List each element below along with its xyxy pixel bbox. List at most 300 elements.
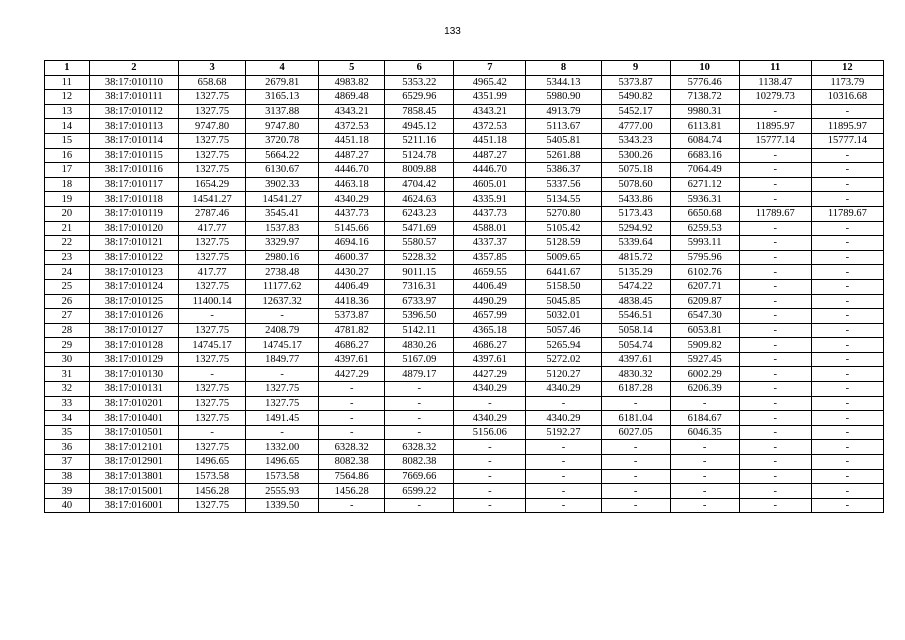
table-row (45, 498, 884, 513)
table-cell: - (811, 163, 883, 178)
table-cell: 1173.79 (811, 75, 883, 90)
table-cell: 14541.27 (179, 192, 246, 207)
column-header: 12 (811, 61, 883, 76)
table-cell: 10316.68 (811, 90, 883, 105)
table-cell: - (739, 396, 811, 411)
table-cell: 14745.17 (246, 338, 319, 353)
table-cell: 38:17:010119 (89, 206, 178, 221)
table-cell: 4335.91 (454, 192, 526, 207)
table-cell: - (739, 411, 811, 426)
table-cell: - (526, 469, 601, 484)
table-cell: - (739, 382, 811, 397)
table-cell: - (811, 148, 883, 163)
table-cell: - (739, 279, 811, 294)
table-cell: - (811, 279, 883, 294)
table-cell: - (385, 382, 454, 397)
table-cell: 4838.45 (601, 294, 670, 309)
table-cell: 6187.28 (601, 382, 670, 397)
column-header: 4 (246, 61, 319, 76)
table-cell: 11177.62 (246, 279, 319, 294)
table-cell: 5058.14 (601, 323, 670, 338)
table-cell: 5776.46 (670, 75, 739, 90)
table-cell: 14541.27 (246, 192, 319, 207)
table-cell: 6027.05 (601, 425, 670, 440)
table-cell: 35 (45, 425, 90, 440)
table-cell: 1327.75 (179, 148, 246, 163)
table-cell: - (670, 455, 739, 470)
table-cell: 4397.61 (601, 352, 670, 367)
column-header: 6 (385, 61, 454, 76)
table-cell: 5105.42 (526, 221, 601, 236)
table-cell: 5490.82 (601, 90, 670, 105)
table-cell: - (811, 104, 883, 119)
table-cell: 5192.27 (526, 425, 601, 440)
table-cell: 38:17:010118 (89, 192, 178, 207)
table-cell: - (601, 396, 670, 411)
table-cell: 5124.78 (385, 148, 454, 163)
table-row (45, 440, 884, 455)
table-cell: 1327.75 (246, 396, 319, 411)
table-cell: 3329.97 (246, 236, 319, 251)
table-cell: 25 (45, 279, 90, 294)
table-cell: - (385, 498, 454, 513)
table-cell: 11400.14 (179, 294, 246, 309)
table-cell: 5373.87 (319, 309, 385, 324)
table-cell: - (179, 367, 246, 382)
table-cell: 4694.16 (319, 236, 385, 251)
table-cell: 4372.53 (454, 119, 526, 134)
table-cell: 4430.27 (319, 265, 385, 280)
table-cell: 38 (45, 469, 90, 484)
table-cell: 38:17:010129 (89, 352, 178, 367)
table-cell: 9747.80 (179, 119, 246, 134)
table-cell: 11 (45, 75, 90, 90)
table-cell: 28 (45, 323, 90, 338)
table-cell: 4913.79 (526, 104, 601, 119)
table-cell: - (526, 396, 601, 411)
table-row (45, 455, 884, 470)
table-row (45, 484, 884, 499)
table-cell: 38:17:012901 (89, 455, 178, 470)
table-cell: - (811, 484, 883, 499)
table-cell: 1537.83 (246, 221, 319, 236)
table-cell: - (811, 440, 883, 455)
table-cell: 4451.18 (319, 133, 385, 148)
table-cell: 4340.29 (319, 192, 385, 207)
table-cell: 1573.58 (179, 469, 246, 484)
table-cell: 4777.00 (601, 119, 670, 134)
table-cell: 5980.90 (526, 90, 601, 105)
table-cell: 5075.18 (601, 163, 670, 178)
table-cell: 4487.27 (319, 148, 385, 163)
table-cell: 5009.65 (526, 250, 601, 265)
table-cell: 4351.99 (454, 90, 526, 105)
table-cell: 9980.31 (670, 104, 739, 119)
table-cell: 5142.11 (385, 323, 454, 338)
table-row (45, 338, 884, 353)
table-cell: 5054.74 (601, 338, 670, 353)
table-cell: - (811, 352, 883, 367)
table-cell: 11789.67 (811, 206, 883, 221)
table-cell: 5546.51 (601, 309, 670, 324)
table-cell: - (811, 382, 883, 397)
table-cell: 5211.16 (385, 133, 454, 148)
table-cell: 15777.14 (739, 133, 811, 148)
table-cell: 4657.99 (454, 309, 526, 324)
table-cell: 40 (45, 498, 90, 513)
table-cell: - (179, 425, 246, 440)
table-row (45, 265, 884, 280)
table-cell: 31 (45, 367, 90, 382)
table-cell: 38:17:010112 (89, 104, 178, 119)
table-cell: 4624.63 (385, 192, 454, 207)
table-cell: 5078.60 (601, 177, 670, 192)
table-cell: 1654.29 (179, 177, 246, 192)
table-cell: 11895.97 (739, 119, 811, 134)
table-cell: 6053.81 (670, 323, 739, 338)
table-cell: 38:17:010131 (89, 382, 178, 397)
table-cell: 16 (45, 148, 90, 163)
table-cell: 1456.28 (179, 484, 246, 499)
table-cell: 4343.21 (454, 104, 526, 119)
table-cell: 4427.29 (454, 367, 526, 382)
table-cell: 38:17:010127 (89, 323, 178, 338)
table-cell: 8082.38 (319, 455, 385, 470)
table-cell: - (670, 469, 739, 484)
table-cell: 5396.50 (385, 309, 454, 324)
table-cell: 1491.45 (246, 411, 319, 426)
table-cell: 1327.75 (179, 498, 246, 513)
table-cell: 5300.26 (601, 148, 670, 163)
table-cell: 5270.80 (526, 206, 601, 221)
table-row (45, 352, 884, 367)
table-cell: 24 (45, 265, 90, 280)
table-cell: 15777.14 (811, 133, 883, 148)
table-cell: 14745.17 (179, 338, 246, 353)
table-cell: 1327.75 (179, 250, 246, 265)
table-cell: 6130.67 (246, 163, 319, 178)
table-cell: 5795.96 (670, 250, 739, 265)
table-cell: 3720.78 (246, 133, 319, 148)
table-cell: 5173.43 (601, 206, 670, 221)
column-header: 3 (179, 61, 246, 76)
table-row (45, 367, 884, 382)
table-cell: 7858.45 (385, 104, 454, 119)
table-cell: 5057.46 (526, 323, 601, 338)
table-cell: 658.68 (179, 75, 246, 90)
table-cell: 4815.72 (601, 250, 670, 265)
table-cell: 38:17:010125 (89, 294, 178, 309)
table-cell: 4830.32 (601, 367, 670, 382)
table-cell: - (319, 382, 385, 397)
table-cell: - (739, 192, 811, 207)
table-cell: 7669.66 (385, 469, 454, 484)
table-cell: 1327.75 (179, 133, 246, 148)
table-cell: 22 (45, 236, 90, 251)
table-cell: 6102.76 (670, 265, 739, 280)
table-cell: 5145.66 (319, 221, 385, 236)
table-cell: 1327.75 (179, 411, 246, 426)
table-cell: - (739, 294, 811, 309)
table-cell: - (601, 469, 670, 484)
table-cell: - (739, 367, 811, 382)
table-cell: 3545.41 (246, 206, 319, 221)
table-cell: - (454, 396, 526, 411)
table-cell: 38:17:016001 (89, 498, 178, 513)
table-cell: 3165.13 (246, 90, 319, 105)
table-row (45, 177, 884, 192)
table-cell: - (246, 309, 319, 324)
table-cell: 1327.75 (179, 90, 246, 105)
table-cell: 1327.75 (179, 352, 246, 367)
table-cell: 5113.67 (526, 119, 601, 134)
table-cell: 38:17:010113 (89, 119, 178, 134)
table-cell: 4463.18 (319, 177, 385, 192)
column-header: 5 (319, 61, 385, 76)
table-cell: 8082.38 (385, 455, 454, 470)
table-cell: 5344.13 (526, 75, 601, 90)
table-cell: - (811, 250, 883, 265)
table-cell: 6650.68 (670, 206, 739, 221)
table-cell: - (246, 425, 319, 440)
table-cell: 5339.64 (601, 236, 670, 251)
table-cell: 1327.75 (179, 163, 246, 178)
table-cell: 5265.94 (526, 338, 601, 353)
table-row (45, 411, 884, 426)
table-cell: 5158.50 (526, 279, 601, 294)
table-cell: 14 (45, 119, 90, 134)
table-row (45, 309, 884, 324)
table-cell: - (739, 104, 811, 119)
table-cell: 4437.73 (319, 206, 385, 221)
table-cell: 4406.49 (454, 279, 526, 294)
table-cell: 26 (45, 294, 90, 309)
table-cell: - (670, 484, 739, 499)
table-cell: 38:17:010117 (89, 177, 178, 192)
table-cell: 2408.79 (246, 323, 319, 338)
table-cell: - (526, 484, 601, 499)
column-header: 8 (526, 61, 601, 76)
table-cell: 5909.82 (670, 338, 739, 353)
table-cell: 4337.37 (454, 236, 526, 251)
table-cell: 4446.70 (454, 163, 526, 178)
table-cell: 1327.75 (246, 382, 319, 397)
table-row (45, 236, 884, 251)
table-cell: 6271.12 (670, 177, 739, 192)
table-cell: 5156.06 (454, 425, 526, 440)
table-cell: 4686.27 (319, 338, 385, 353)
table-cell: - (739, 352, 811, 367)
table-cell: 6184.67 (670, 411, 739, 426)
table-cell: - (811, 221, 883, 236)
table-cell: 38:17:010116 (89, 163, 178, 178)
table-cell: 6328.32 (319, 440, 385, 455)
table-cell: 5664.22 (246, 148, 319, 163)
column-header: 11 (739, 61, 811, 76)
table-cell: 4437.73 (454, 206, 526, 221)
table-cell: - (739, 425, 811, 440)
table-cell: - (670, 440, 739, 455)
table-cell: 4686.27 (454, 338, 526, 353)
table-cell: 38:17:010126 (89, 309, 178, 324)
table-cell: - (739, 221, 811, 236)
table-cell: - (385, 411, 454, 426)
table-cell: - (811, 425, 883, 440)
table-cell: 38:17:010122 (89, 250, 178, 265)
table-cell: 36 (45, 440, 90, 455)
table-cell: 6002.29 (670, 367, 739, 382)
table-cell: 417.77 (179, 265, 246, 280)
table-cell: 5452.17 (601, 104, 670, 119)
column-header: 2 (89, 61, 178, 76)
table-row (45, 148, 884, 163)
table-cell: 38:17:010110 (89, 75, 178, 90)
table-cell: 4357.85 (454, 250, 526, 265)
table-cell: 38:17:015001 (89, 484, 178, 499)
table-cell: 38:17:010114 (89, 133, 178, 148)
table-cell: 5405.81 (526, 133, 601, 148)
table-cell: 5135.29 (601, 265, 670, 280)
table-cell: - (385, 396, 454, 411)
table-cell: 29 (45, 338, 90, 353)
table-cell: 38:17:010120 (89, 221, 178, 236)
table-cell: - (739, 265, 811, 280)
table-cell: - (739, 469, 811, 484)
table-cell: 38:17:013801 (89, 469, 178, 484)
table-cell: 6328.32 (385, 440, 454, 455)
table-cell: - (601, 484, 670, 499)
table-cell: 5993.11 (670, 236, 739, 251)
table-cell: 5471.69 (385, 221, 454, 236)
table-cell: 5433.86 (601, 192, 670, 207)
table-cell: 38:17:010115 (89, 148, 178, 163)
table-cell: 5032.01 (526, 309, 601, 324)
table-cell: 7064.49 (670, 163, 739, 178)
table-cell: 4781.82 (319, 323, 385, 338)
table-cell: 5337.56 (526, 177, 601, 192)
table-cell: - (739, 440, 811, 455)
table-cell: - (811, 323, 883, 338)
table-cell: - (739, 484, 811, 499)
table-cell: 7564.86 (319, 469, 385, 484)
table-cell: - (811, 177, 883, 192)
table-cell: 5120.27 (526, 367, 601, 382)
table-cell: 1573.58 (246, 469, 319, 484)
table-cell: 5353.22 (385, 75, 454, 90)
table-cell: 1327.75 (179, 440, 246, 455)
table-cell: 6733.97 (385, 294, 454, 309)
column-header: 10 (670, 61, 739, 76)
table-cell: - (739, 148, 811, 163)
table-cell: - (385, 425, 454, 440)
table-row (45, 206, 884, 221)
table-cell: 7138.72 (670, 90, 739, 105)
table-cell: 4365.18 (454, 323, 526, 338)
page-number: 133 (444, 26, 461, 37)
table-cell: 4343.21 (319, 104, 385, 119)
table-cell: 5128.59 (526, 236, 601, 251)
table-cell: 34 (45, 411, 90, 426)
table-cell: - (601, 455, 670, 470)
table-cell: 33 (45, 396, 90, 411)
table-cell: 4372.53 (319, 119, 385, 134)
table-body (45, 75, 884, 513)
table-cell: 1327.75 (179, 382, 246, 397)
table-cell: 4340.29 (454, 382, 526, 397)
table-cell: - (526, 498, 601, 513)
table-cell: 2555.93 (246, 484, 319, 499)
table-cell: 1327.75 (179, 104, 246, 119)
table-cell: 4588.01 (454, 221, 526, 236)
table-cell: 4945.12 (385, 119, 454, 134)
table-cell: 3137.88 (246, 104, 319, 119)
table-cell: - (739, 177, 811, 192)
table-cell: - (811, 469, 883, 484)
table-cell: 5580.57 (385, 236, 454, 251)
table-row (45, 323, 884, 338)
table-cell: - (811, 309, 883, 324)
table-cell: - (526, 440, 601, 455)
table-cell: - (319, 498, 385, 513)
table-row (45, 294, 884, 309)
table-cell: 5927.45 (670, 352, 739, 367)
table-row (45, 90, 884, 105)
table-row (45, 192, 884, 207)
table-cell: 1138.47 (739, 75, 811, 90)
table-cell: - (739, 455, 811, 470)
table-cell: 5474.22 (601, 279, 670, 294)
table-cell: 15 (45, 133, 90, 148)
table-cell: - (811, 294, 883, 309)
table-cell: - (739, 163, 811, 178)
table-cell: - (739, 338, 811, 353)
table-cell: 38:17:012101 (89, 440, 178, 455)
table-cell: 38:17:010128 (89, 338, 178, 353)
table-cell: - (670, 396, 739, 411)
table-cell: 38:17:010501 (89, 425, 178, 440)
data-table (44, 60, 884, 513)
table-cell: 12 (45, 90, 90, 105)
table-cell: 18 (45, 177, 90, 192)
table-cell: 11789.67 (739, 206, 811, 221)
table-cell: 5134.55 (526, 192, 601, 207)
table-cell: 12637.32 (246, 294, 319, 309)
table-cell: 9747.80 (246, 119, 319, 134)
table-cell: 37 (45, 455, 90, 470)
table-cell: 4830.26 (385, 338, 454, 353)
table-cell: 23 (45, 250, 90, 265)
table-cell: 17 (45, 163, 90, 178)
table-cell: 1327.75 (179, 323, 246, 338)
table-cell: 6683.16 (670, 148, 739, 163)
table-cell: - (811, 236, 883, 251)
table-cell: 6441.67 (526, 265, 601, 280)
table-cell: 39 (45, 484, 90, 499)
table-cell: - (739, 498, 811, 513)
table-cell: 4490.29 (454, 294, 526, 309)
table-cell: - (739, 250, 811, 265)
table-cell: 417.77 (179, 221, 246, 236)
table-cell: - (811, 396, 883, 411)
table-cell: - (811, 411, 883, 426)
table-cell: 4487.27 (454, 148, 526, 163)
table-cell: 4406.49 (319, 279, 385, 294)
table-row (45, 382, 884, 397)
table-cell: - (811, 498, 883, 513)
table-cell: 38:17:010121 (89, 236, 178, 251)
table-cell: 5167.09 (385, 352, 454, 367)
table-cell: - (454, 498, 526, 513)
